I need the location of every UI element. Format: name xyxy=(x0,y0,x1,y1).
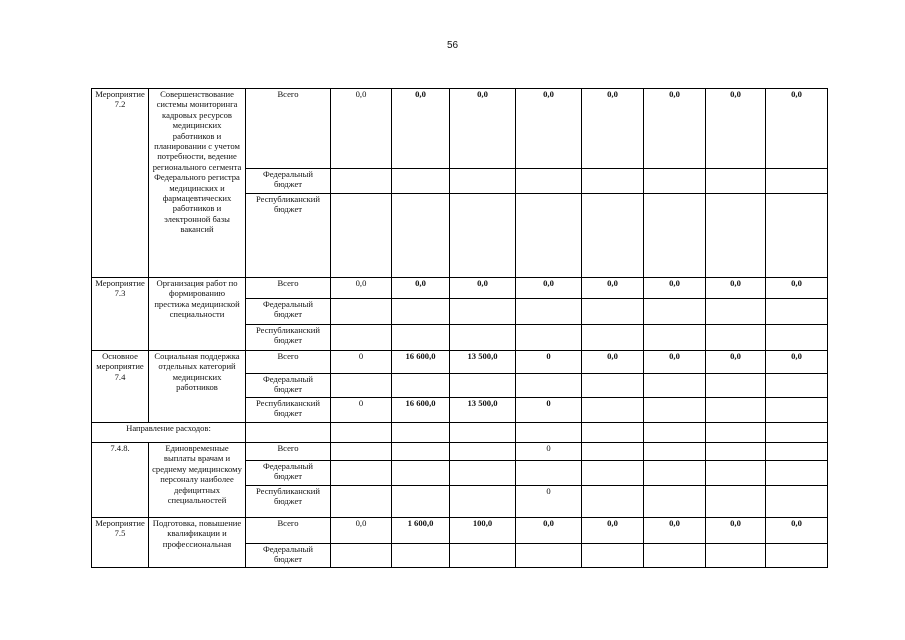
value-cell: 0,0 xyxy=(706,518,766,544)
direction-label: Направление расходов: xyxy=(92,423,246,443)
table-row xyxy=(92,443,828,461)
value-cell: 0,0 xyxy=(516,89,582,169)
source-republic: Республиканский бюджет xyxy=(246,325,331,351)
event-code: Мероприятие 7.3 xyxy=(92,278,149,351)
value-cell: 0,0 xyxy=(392,89,450,169)
event-name: Единовременные выплаты врачам и среднему медицинскому персоналу наиболее дефицитных специальностей xyxy=(149,443,246,518)
source-federal: Федеральный бюджет xyxy=(246,299,331,325)
value-cell: 16 600,0 xyxy=(392,351,450,374)
value-cell: 0,0 xyxy=(644,518,706,544)
value-cell: 100,0 xyxy=(450,518,516,544)
value-cell: 0,0 xyxy=(766,518,828,544)
value-cell: 0,0 xyxy=(331,518,392,544)
source-republic: Республиканский бюджет xyxy=(246,398,331,423)
event-name: Организация работ по формированию престижа медицинской специальности xyxy=(149,278,246,351)
source-republic: Республиканский бюджет xyxy=(246,486,331,518)
value-cell: 0 xyxy=(331,398,392,423)
value-cell: 0,0 xyxy=(582,518,644,544)
table-row xyxy=(92,423,828,443)
table-row xyxy=(92,518,828,544)
value-cell: 0,0 xyxy=(582,89,644,169)
value-cell: 0,0 xyxy=(392,278,450,299)
source-total: Всего xyxy=(246,351,331,374)
event-code: 7.4.8. xyxy=(92,443,149,518)
value-cell: 0,0 xyxy=(331,89,392,169)
value-cell: 0,0 xyxy=(706,351,766,374)
value-cell: 0,0 xyxy=(450,278,516,299)
value-cell: 0,0 xyxy=(766,89,828,169)
source-total: Всего xyxy=(246,89,331,169)
value-cell: 1 600,0 xyxy=(392,518,450,544)
event-code: Мероприятие 7.2 xyxy=(92,89,149,278)
source-federal: Федеральный бюджет xyxy=(246,169,331,194)
source-federal: Федеральный бюджет xyxy=(246,374,331,398)
table-row xyxy=(92,89,828,169)
budget-table xyxy=(91,88,828,568)
table-row xyxy=(92,351,828,374)
value-cell: 0 xyxy=(516,398,582,423)
value-cell: 0,0 xyxy=(516,278,582,299)
value-cell: 0,0 xyxy=(582,351,644,374)
value-cell: 0,0 xyxy=(706,278,766,299)
value-cell: 0 xyxy=(516,351,582,374)
value-cell: 0,0 xyxy=(450,89,516,169)
value-cell: 0 xyxy=(516,486,582,518)
value-cell: 0,0 xyxy=(516,518,582,544)
value-cell: 0,0 xyxy=(706,89,766,169)
value-cell: 0,0 xyxy=(331,278,392,299)
source-total: Всего xyxy=(246,278,331,299)
source-republic: Республиканский бюджет xyxy=(246,194,331,278)
event-name: Подготовка, повышение квалификации и профессиональная xyxy=(149,518,246,568)
event-code: Мероприятие 7.5 xyxy=(92,518,149,568)
value-cell: 16 600,0 xyxy=(392,398,450,423)
table-row xyxy=(92,278,828,299)
page-number: 56 xyxy=(446,40,459,51)
value-cell: 0,0 xyxy=(766,278,828,299)
source-federal: Федеральный бюджет xyxy=(246,544,331,568)
value-cell: 0 xyxy=(331,351,392,374)
event-name: Совершенствование системы мониторинга кадровых ресурсов медицинских работников и планировании с учетом потребности, ведение регионального сегмента Федерального регистра медицинских и фармацевтических работников и электронной базы вакансий xyxy=(149,89,246,278)
value-cell: 13 500,0 xyxy=(450,398,516,423)
value-cell: 13 500,0 xyxy=(450,351,516,374)
value-cell: 0 xyxy=(516,443,582,461)
value-cell: 0,0 xyxy=(766,351,828,374)
value-cell: 0,0 xyxy=(644,278,706,299)
source-total: Всего xyxy=(246,518,331,544)
value-cell: 0,0 xyxy=(644,351,706,374)
source-total: Всего xyxy=(246,443,331,461)
event-name: Социальная поддержка отдельных категорий медицинских работников xyxy=(149,351,246,423)
event-code: Основное мероприятие 7.4 xyxy=(92,351,149,423)
value-cell: 0,0 xyxy=(582,278,644,299)
source-federal: Федеральный бюджет xyxy=(246,461,331,486)
value-cell: 0,0 xyxy=(644,89,706,169)
